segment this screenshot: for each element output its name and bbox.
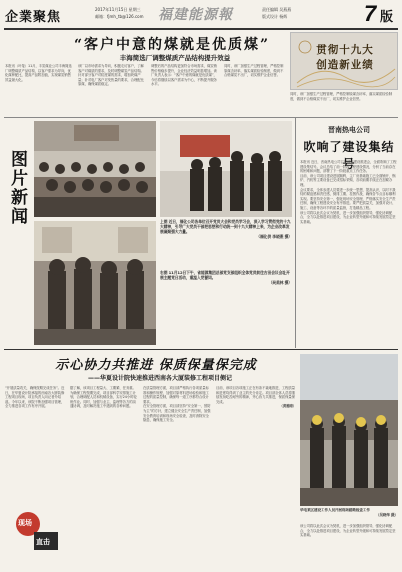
article2-paragraph: 本报讯 近日，晋南热电公司召开项目建设推进会，全面吹响了工程建设集结号。会议总结了前一阶段工程建设情况，分析了当前存在的困难和问题，部署了下一阶段重点工作任务。 [300,160,397,174]
photo-museum-image [34,221,156,345]
col-divider [295,118,296,348]
article1-headline: “客户中意的煤就是优质煤” [73,37,271,53]
scene-badge-top: 现场 [18,519,32,527]
page-number: 7 [364,1,377,26]
article1-paragraph: 调整后的产品结构更加符合市场需求，煤炭销售价格稳步提升，企业经济效益明显增加。该厂负责人表示：“客户中意的煤就是优质煤”，今后将继续以客户需求为中心，不断提升服务水平。 [151,64,217,87]
photo-museum [34,221,156,345]
photo-pledge-image [160,121,292,217]
article3-paragraph: “开展质量攻关，确保按期完成任务”。近日，在华夏设计院承接的西南各大厦装修工程项目现场，项目负责人向记者介绍道。今年以来，该院不断加强项目管理，全力推进各项工作有序开展。 [5,386,65,409]
divider [4,117,398,118]
section-rule [4,349,398,350]
section-title: 企業聚焦 [5,10,62,25]
photo-news-label-text: 图片新闻 [7,150,27,226]
page-label: 版 [380,10,394,25]
article3-paragraph: 在质量管理方面，项目部严格执行各项质量标准和操作规程，加强对原材料进场检验和施工过程的质量控制，确保每一道工序都符合设计要求。 [143,386,209,404]
header-rule [4,28,398,30]
site-photo-credit: （吴晓华 摄） [375,512,398,517]
site-photo-caption [300,508,398,522]
campaign-box-title: 贯彻十九大 创造新业绩 [316,44,374,71]
photo-caption-2 [160,270,292,314]
date-line: 2017年11月15日 星期三 [95,7,141,12]
header [0,0,402,30]
article3-paragraph: 在安全管理方面，项目部坚持“安全第一、预防为主”的方针，建立健全安全生产责任制，加强安全教育培训和现场安全检查，及时消除安全隐患，确保施工安全。 [143,404,211,423]
masthead: 福建能源報 [158,7,233,23]
site-photo-image [300,354,398,506]
campaign-box [290,32,398,90]
article1-subheadline: 丰海简选厂调整煤质产品结构提升效益 [119,54,231,62]
article2-paragraph: 会议要求，全体参建人员要进一步统一思想，提高认识，以时不我待的紧迫感和责任感，倒排工期、挂图作战，确保各节点目标顺利实现。要坚持安全第一，强化现场安全管理，严格落实安全生产责任制，确保工程建设安全有序推进。要严把质量关，加强对设计、施工、设备等各环节的质量监督，打造精品工程。 [300,187,396,210]
article3-col2 [70,386,138,568]
article3-subheadline: ——华夏设计院快速推进西南各大厦装修工程项目侧记 [87,375,232,382]
article2-body [300,160,398,346]
article3-col3 [143,386,211,568]
site-photo-caption-text: 华电某区建设工作人员开展现场踏勘检查工作 [300,508,370,512]
scene-badge-bottom: 直击 [36,538,50,546]
photo-meeting [34,121,156,217]
article1-body-col2 [78,64,146,114]
caption-1-text: 上图 近日，福化公司各单位召开党员大会和党员学习会，深入学习贯彻党的十九大精神，引导广大党员干部把思想和行动统一到十九大精神上来，为企业改革发展凝聚强大力量。 [160,219,291,234]
article3-col1 [5,386,65,514]
article2-continued: 该公司将以此次会议为契机，进一步加强组织领导，强化协调配合，全力以赴推进项目建设，为企业转型升级和可持续发展奠定坚实基础。 [300,524,396,538]
article1-body-col1 [5,64,73,114]
article1-paragraph: 本报讯（叶斐）11月，丰炭煤业公司丰海简选厂调整煤质产品结构，以客户需求为导向，优化煤种配比，提高产品附加值，实现煤炭销售效益最大化。 [5,64,72,82]
photo-meeting-image [34,121,156,217]
email-line: 邮箱：fjmh_tb@126.com [95,14,144,19]
article1-paragraph: 同时，该厂加强生产过程管理，严格控制原煤含矸率，落实煤质检验制度，做到不合格煤炭不出厂，切实维护企业信誉。 [224,64,284,78]
caption-2-credit: （吴美林 摄） [268,280,292,285]
article3-col4 [216,386,296,568]
article2-kicker: 晋南热电公司 [328,126,370,134]
article3-paragraph: 据了解，该项目工程量大、工期紧、任务重。为确保工程按期完成，项目部科学安排施工计划，合理调配人员和机械设备，实行24小时轮班作业。同时，加强与业主、监理等各方的沟通协调，及时解决施工中遇到的各种问题。 [70,386,137,409]
caption-2-text: 右图 11月12日下午，省能源集团总部党支部组织全体党员前往古田会议会址开展主题党日活动，重温入党誓词。 [160,270,290,280]
article3-headline: 示心协力共推进 保质保量保完成 [55,358,257,373]
article1-body-col3 [151,64,219,114]
caption-1-credit: （福化供 李晓燕 摄） [256,234,292,239]
article2-paragraph: 目前，该公司项目建设进展顺利，主厂房基础施工已全面铺开，锅炉、汽机等主要设备已完成招标采购，各项前期手续正在加紧办理。 [300,173,396,187]
scene-badge-graphic [14,510,60,554]
photo-news-label [5,150,29,230]
article2-headline: 吹响了建设集结号 [303,140,395,171]
editor-line: 责任编辑 吴燕燕 [262,7,292,12]
article3-paragraph: 目前，该项目各项施工正在有条不紊地推进，工程质量和进度均得到了业主的充分肯定。项目部全体人员将继续发扬吃苦耐劳的精神，齐心协力共推进，保质保量保完成。 [216,386,295,404]
article1-paragraph: 该厂以市场需求为导向，积极走访客户，了解客户对煤质的需求，及时调整煤炭产品结构。针对部分客户对粒度煤的需求，增加块煤产量；针对电厂客户对发热量的要求，合理配比原煤，确保煤质稳定。 [78,64,144,87]
article1-body-col4 [224,64,284,84]
site-photo [300,354,398,506]
article1-body-col5: 同时，该厂加强生产过程管理，严格控制原煤含矸率，落实煤质检验制度，做到不合格煤炭不出厂，切实维护企业信誉。 [290,92,393,101]
photo-caption-1 [160,219,292,269]
photo-pledge [160,121,292,217]
article2-paragraph: 该公司将以此次会议为契机，进一步加强组织领导，强化协调配合，全力以赴推进项目建设，为企业转型升级和可持续发展奠定坚实基础。 [300,210,396,224]
article3-credit: （黄雅晴） [279,404,296,409]
design-line: 版式设计 杨辉 [262,14,288,19]
scene-badge [14,510,60,554]
